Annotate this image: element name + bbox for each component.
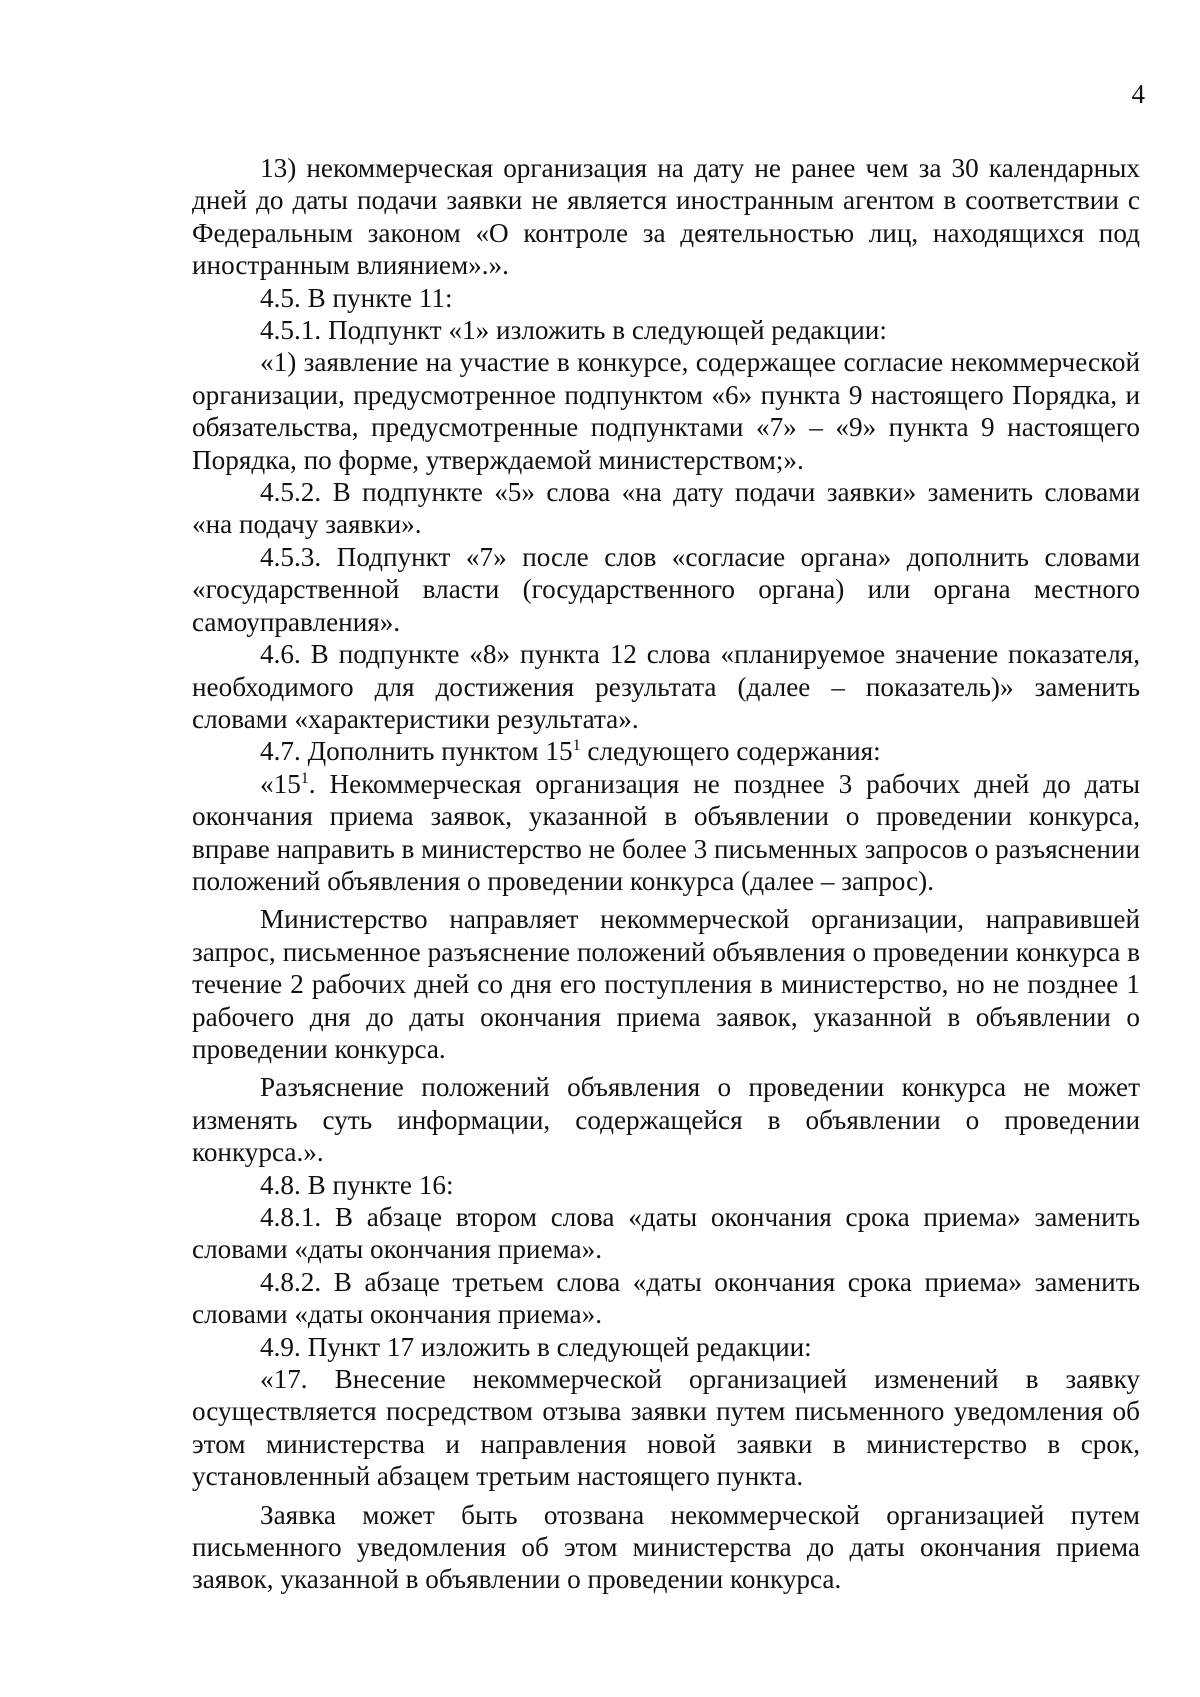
paragraph-application-withdrawal: Заявка может быть отозвана некоммерческой организацией путем письменного уведомления об этом министерства до даты окончания приема заявок, указанной в объявлении о проведении конкурса. xyxy=(192,1499,1140,1595)
paragraph-clarification-limit: Разъяснение положений объявления о проведении конкурса не может изменять суть информации, содержащейся в объявлении о проведении конкурса.». xyxy=(192,1072,1140,1168)
paragraph-4-7: 4.7. Дополнить пунктом $15^1$ следующего содержания: xyxy=(260,736,881,767)
paragraph-17-text: «17. Внесение некоммерческой организацией изменений в заявку осуществляется посредством отзыва заявки путем письменного уведомления об этом министерства и направления новой заявки в министерство в срок, установленный абзацем третьим настоящего пункта. xyxy=(192,1364,1140,1492)
paragraph-ministry-response: Министерство направляет некоммерческой организации, направившей запрос, письменное разъяснение положений объявления о проведении конкурса в течение 2 рабочих дней со дня его поступления в министерство, но не позднее 1 рабочего дня до даты окончания приема заявок, указанной в объявлении о проведении конкурса. xyxy=(192,904,1140,1064)
paragraph-4-5-2: 4.5.2. В подпункте «5» слова «на дату подачи заявки» заменить словами «на подачу заявки». xyxy=(192,477,1140,540)
paragraph-4-8: 4.8. В пункте 16: xyxy=(260,1169,454,1200)
paragraph-15-1-text: «$15^1$. Некоммерческая организация не позднее 3 рабочих дней до даты окончания приема заявок, указанной в объявлении о проведении конкурса, вправе направить в министерство не более 3 письменных запросов о разъяснении положений объявления о проведении конкурса (далее – запрос). xyxy=(192,768,1140,896)
superscript-one: 1 xyxy=(300,769,309,787)
document-body xyxy=(192,152,1140,1596)
paragraph-4-5-1: 4.5.1. Подпункт «1» изложить в следующей редакции: xyxy=(260,315,887,346)
paragraph-4-5-3: 4.5.3. Подпункт «7» после слов «согласие органа» дополнить словами «государственной власти (государственного органа) или органа местного самоуправления». xyxy=(192,541,1140,637)
paragraph-4-6: 4.6. В подпункте «8» пункта 12 слова «планируемое значение показателя, необходимого для достижения результата (далее – показатель)» заменить словами «характеристики результата». xyxy=(192,639,1140,734)
paragraph-4-5: 4.5. В пункте 11: xyxy=(260,282,453,313)
paragraph-4-5-1-text: «1) заявление на участие в конкурсе, содержащее согласие некоммерческой организации, предусмотренное подпунктом «6» пункта 9 настоящего Порядка, и обязательства, предусмотренные подпунктами «7» – «9» пункта 9 настоящего Порядка, по форме, утверждаемой министерством;». xyxy=(192,347,1140,475)
superscript-one: 1 xyxy=(572,737,581,755)
paragraph-4-9: 4.9. Пункт 17 изложить в следующей редакции: xyxy=(260,1331,812,1362)
paragraph-4-8-2: 4.8.2. В абзаце третьем слова «даты окончания срока приема» заменить словами «даты окончания приема». xyxy=(192,1266,1140,1330)
paragraph-13-nonprofit-foreign-agent: 13) некоммерческая организация на дату не ранее чем за 30 календарных дней до даты подачи заявки не является иностранным агентом в соответствии с Федеральным законом «О контроле за деятельностью лиц, находящихся под иностранным влиянием».». xyxy=(192,153,1140,281)
paragraph-4-8-1: 4.8.1. В абзаце втором слова «даты окончания срока приема» заменить словами «даты окончания приема». xyxy=(192,1202,1140,1265)
page-number: 4 xyxy=(1131,79,1145,109)
